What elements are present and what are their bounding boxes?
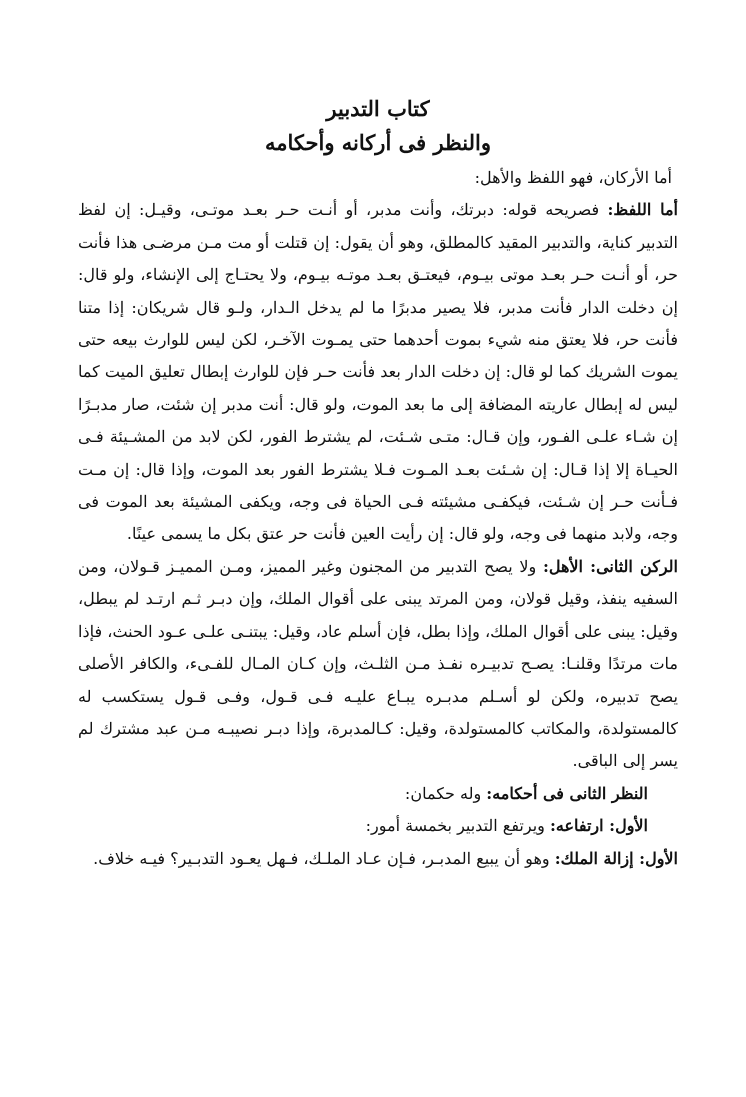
ahl-text: ولا يصح التدبير من المجنون وغير المميز، ومـن المميـز قـولان، ومن السفيه ينفذ، وقيل قولان، ومن المرتد يبنى على أقوال الملك، وإن دبـر ثـم ارتـد لم يبطل، وقيل: يبنى على أقوال الملك، وإذا بطل، فإن أسلم عاد، وقيل: يبتنـى علـى عـود الحنث، فإذا مات مرتدًا وقلنـا: يصـح تدبيـره نفـذ مـن الثلـث، وإن كـان المـال للفـىء، والكافر الأصلى يصح تدبيره، ولكن لو أسـلم مدبـره يبـاع عليـه فـى قـول، وفـى قـول يستكسب له كالمستولدة، والمكاتب كالمستولدة، وقيل: كـالمدبرة، وإذا دبـر نصيبـه مـن عبد مشترك لم يسر إلى الباقى. xyxy=(78,556,678,771)
book-subtitle: والنظر فى أركانه وأحكامه xyxy=(265,130,491,155)
lafz-text: فصريحه قوله: دبرتك، وأنت مدبر، أو أنـت حـر بعـد موتـى، وقيـل: إن لفظ التدبير كناية، والتدبير المقيد كالمطلق، وهو أن يقول: إن قتلت أو مت مـن مرضـى هذا فأنت حر، أو أنـت حـر بعـد موتى بيـوم، فيعتـق بعـد موتـه بيـوم، ولا يحتـاج إلى الإنشاء، ولو قال: إن دخلت الدار فأنت مدبر، فلا يصير مدبرًا ما لم يدخل الـدار، ولـو قال شريكان: إذا متنا فأنت حر، فلا يعتق منه شيء بموت أحدهما حتى يمـوت الآخـر، لكن ليس للوارث بيعه حتى يموت الشريك كما لو قال: إن دخلت الدار بعد فأنت حـر فإن للوارث إبطال تعليق الميت كما ليس له إبطال عاريته المضافة إلى ما بعد الموت، ولو قال: أنت مدبر إن شئت، صار مدبـرًا إن شـاء علـى الفـور، وإن قـال: متـى شـئت، لم يشترط الفور، لكن لابد من المشـيئة فـى الحيـاة إلا إذا قـال: إن شـئت بعـد المـوت فـلا يشترط الفور بعد الموت، وإذا قال: إن مـت فـأنت حـر إن شـئت، فيكفـى مشيئته فـى الحياة فى وجه، ويكفى المشيئة بعد الموت فى وجه، ولابد منهما فى وجه، ولو قال: إن رأيت العين فأنت حر عتق بكل ما يسمى عينًا. xyxy=(78,200,679,544)
ahl-heading: الركن الثانى: الأهل: xyxy=(542,556,678,576)
ahkam-heading: النظر الثانى فى أحكامه: xyxy=(486,783,648,803)
ahkam-paragraph xyxy=(78,778,678,810)
ahl-paragraph xyxy=(78,551,678,778)
ahkam-text: وله حكمان: xyxy=(404,783,482,803)
first-heading: الأول: ارتفاعه: xyxy=(549,816,648,836)
first-item-paragraph xyxy=(78,843,678,875)
lafz-paragraph xyxy=(78,194,678,550)
book-title: كتاب التدبير xyxy=(326,96,430,121)
intro-paragraph: أما الأركان، فهو اللفظ والأهل: xyxy=(474,168,672,187)
first-paragraph xyxy=(78,810,678,842)
first-item-heading: الأول: إزالة الملك: xyxy=(554,848,678,868)
lafz-heading: أما اللفظ: xyxy=(607,200,679,220)
first-text: ويرتفع التدبير بخمسة أمور: xyxy=(365,816,545,836)
first-item-text: وهو أن يبيع المدبـر، فـإن عـاد الملـك، فـهل يعـود التدبـير؟ فيـه خلاف. xyxy=(93,848,550,868)
